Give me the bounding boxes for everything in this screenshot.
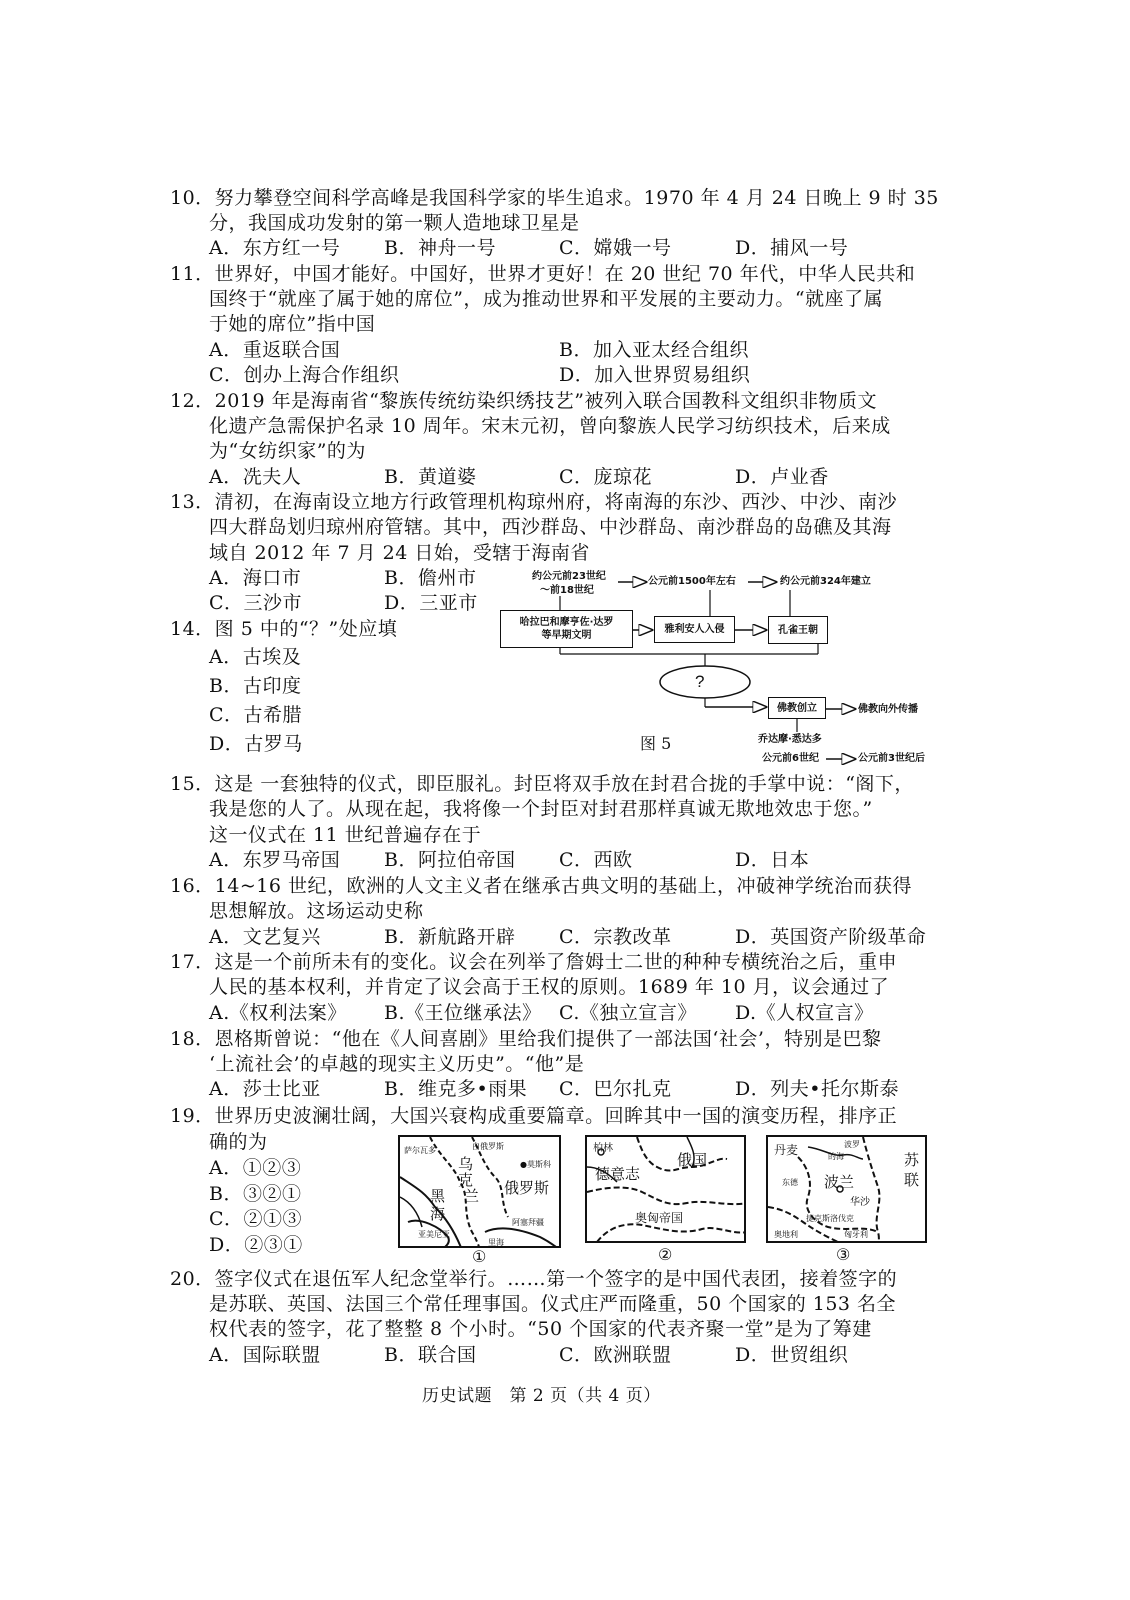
question-13-line-1: 13．清初，在海南设立地方行政管理机构琼州府，将南海的东沙、西沙、中沙、南沙: [170, 491, 898, 513]
q15-option-a: A．东罗马帝国: [209, 849, 341, 871]
question-13-line-3: 域自 2012 年 7 月 24 日始，受辖于海南省: [209, 542, 590, 564]
question-15-line-2: 我是您的人了。从现在起，我将像一个封臣对封君那样真诚无欺地效忠于您。”: [209, 798, 873, 820]
map1-label-armenia: 亚美尼亚: [418, 1230, 450, 1239]
question-20-line-2: 是苏联、英国、法国三个常任理事国。仪式庄严而隆重，50 个国家的 153 名全: [209, 1293, 897, 1315]
question-10-line-2: 分，我国成功发射的第一颗人造地球卫星是: [209, 212, 580, 234]
q11-option-d: D．加入世界贸易组织: [559, 364, 751, 386]
map2-label-germany: 德意志: [595, 1165, 641, 1183]
q11-option-b: B．加入亚太经合组织: [559, 339, 749, 361]
box-aryan-invasion: 雅利安人入侵: [654, 616, 735, 643]
map3-label-czechoslovakia: 捷克斯洛伐克: [806, 1214, 854, 1223]
map2-label-berlin: 柏林: [593, 1143, 613, 1154]
question-15-line-3: 这一仪式在 11 世纪普遍存在于: [209, 824, 482, 846]
map1-label-belarus: 白俄罗斯: [472, 1142, 504, 1151]
map3-label-su: 苏: [904, 1151, 920, 1169]
q18-option-b: B．维克多•雨果: [384, 1078, 528, 1100]
q10-option-b: B．神舟一号: [384, 237, 496, 259]
question-15-line-1: 15．这是 一套独特的仪式，即臣服礼。封臣将双手放在封君合拢的手掌中说：“阁下，: [170, 773, 914, 795]
page-footer: 历史试题 第 2 页（共 4 页）: [422, 1386, 661, 1406]
q14-option-a: A．古埃及: [209, 646, 302, 668]
question-17-line-1: 17．这是一个前所未有的变化。议会在列举了詹姆士二世的种种专横统治之后，重申: [170, 951, 898, 973]
question-16-line-1: 16．14~16 世纪，欧洲的人文主义者在继承古典文明的基础上，冲破神学统治而获得: [170, 875, 912, 897]
figure-5-diagram: [500, 566, 950, 776]
map3-label-east-germany: 东德: [782, 1178, 798, 1187]
q14-option-d: D．古罗马: [209, 733, 303, 755]
label-324-bc: 约公元前324年建立: [780, 576, 871, 587]
question-17-line-2: 人民的基本权利，并肯定了议会高于王权的原则。1689 年 10 月，议会通过了: [209, 976, 890, 998]
label-buddhism-spread: 佛教向外传播: [858, 704, 918, 715]
q19-option-c: C．②①③: [209, 1208, 303, 1230]
map3-label-baltic-1: 波罗: [844, 1140, 860, 1149]
question-12-line-2: 化遗产急需保护名录 10 周年。宋末元初，曾向黎族人民学习纺织技术，后来成: [209, 415, 891, 437]
map1-label-azerbaijan: 阿塞拜疆: [512, 1218, 544, 1227]
q15-option-d: D．日本: [735, 849, 810, 871]
map3-label-lian: 联: [904, 1171, 920, 1189]
question-18-line-1: 18．恩格斯曾说：“他在《人间喜剧》里给我们提供了一部法国‘社会’，特别是巴黎: [170, 1028, 882, 1050]
box-maurya-dynasty: 孔雀王朝: [768, 616, 828, 644]
q16-option-d: D．英国资产阶级革命: [735, 926, 927, 948]
q13-option-a: A．海口市: [209, 567, 302, 589]
q10-option-d: D．捕风一号: [735, 237, 849, 259]
q16-option-a: A．文艺复兴: [209, 926, 321, 948]
q20-option-c: C．欧洲联盟: [559, 1344, 672, 1366]
map3-label-warsaw: 华沙: [850, 1197, 870, 1208]
q20-option-d: D．世贸组织: [735, 1344, 849, 1366]
map1-label-wu: 乌: [458, 1155, 474, 1173]
q17-option-b: B.《王位继承法》: [384, 1002, 542, 1024]
question-19-line-1: 19．世界历史波澜壮阔，大国兴衰构成重要篇章。回眸其中一国的演变历程，排序正: [170, 1105, 898, 1127]
box-harappa-civilization: [500, 610, 633, 648]
q16-option-c: C．宗教改革: [559, 926, 672, 948]
map1-label-hai: 海: [430, 1205, 446, 1223]
question-13-line-2: 四大群岛划归琼州府管辖。其中，西沙群岛、中沙群岛、南沙群岛的岛礁及其海: [209, 516, 892, 538]
q18-option-c: C．巴尔扎克: [559, 1078, 672, 1100]
question-10-line-1: 10．努力攀登空间科学高峰是我国科学家的毕生追求。1970 年 4 月 24 日晚上 9 时 35: [170, 187, 939, 209]
question-12-line-3: 为“女纺织家”的为: [209, 440, 366, 462]
map1-label-caspian: 里海: [488, 1238, 504, 1247]
question-11-line-2: 国终于“就座了属于她的席位”，成为推动世界和平发展的主要动力。“就座了属: [209, 288, 884, 310]
q19-option-a: A．①②③: [209, 1157, 302, 1179]
q14-option-b: B．古印度: [209, 675, 302, 697]
question-mark: ?: [695, 672, 705, 691]
map2-label-russia: 俄国: [677, 1151, 708, 1169]
map2-label-austria-hungary: 奥匈帝国: [635, 1211, 684, 1225]
label-23rd-century-bc: 约公元前23世纪: [532, 571, 606, 582]
q11-option-a: A．重返联合国: [209, 339, 341, 361]
q19-option-d: D．②③①: [209, 1234, 303, 1256]
map1-label-russia: 俄罗斯: [504, 1179, 550, 1197]
label-3rd-century-bc: 公元前3世纪后: [858, 753, 925, 764]
map3-label-denmark: 丹麦: [774, 1143, 799, 1157]
question-11-line-3: 于她的席位”指中国: [209, 313, 376, 335]
q13-option-b: B．儋州市: [384, 567, 477, 589]
map-2-caption: ②: [658, 1245, 673, 1264]
map-1-caption: ①: [472, 1247, 487, 1266]
q19-option-b: B．③②①: [209, 1183, 302, 1205]
q13-option-c: C．三沙市: [209, 592, 303, 614]
q18-option-a: A．莎士比亚: [209, 1078, 321, 1100]
map1-label-hei: 黑: [430, 1187, 446, 1205]
figure-5-caption: 图 5: [640, 734, 672, 753]
question-20-line-3: 权代表的签字，花了整整 8 个小时。“50 个国家的代表齐聚一堂”是为了筹建: [209, 1318, 872, 1340]
label-siddhartha: 乔达摩·悉达多: [758, 734, 822, 745]
q12-option-c: C．庞琼花: [559, 466, 653, 488]
q17-option-c: C.《独立宣言》: [559, 1002, 697, 1024]
label-6th-century-bc: 公元前6世纪: [762, 753, 819, 764]
map1-label-lan: 兰: [464, 1187, 480, 1205]
q20-option-b: B．联合国: [384, 1344, 477, 1366]
box-harappa-line-2: 等早期文明: [541, 630, 592, 641]
map3-label-hungary: 匈牙利: [844, 1230, 868, 1239]
box-harappa-line-1: 哈拉巴和摩亨佐·达罗: [519, 617, 614, 628]
q10-option-c: C．嫦娥一号: [559, 237, 672, 259]
q20-option-a: A．国际联盟: [209, 1344, 321, 1366]
map-3-caption: ③: [836, 1245, 851, 1264]
question-18-line-2: ‘上流社会’的卓越的现实主义历史”。“他”是: [209, 1053, 585, 1075]
map3-label-austria: 奥地利: [774, 1230, 798, 1239]
question-12-line-1: 12．2019 年是海南省“黎族传统纺染织绣技艺”被列入联合国教科文组织非物质文: [170, 390, 877, 412]
map1-label-sa: 萨尔瓦多: [404, 1146, 436, 1155]
q16-option-b: B．新航路开辟: [384, 926, 516, 948]
question-11-line-1: 11．世界好，中国才能好。中国好，世界才更好！在 20 世纪 70 年代，中华人民共和: [170, 263, 916, 285]
q14-option-c: C．古希腊: [209, 704, 303, 726]
q17-option-d: D.《人权宣言》: [735, 1002, 874, 1024]
map-3: [766, 1135, 927, 1243]
map1-label-moscow: ●莫斯科: [520, 1160, 551, 1169]
question-20-line-1: 20．签字仪式在退伍军人纪念堂举行。……第一个签字的是中国代表团，接着签字的: [170, 1268, 898, 1290]
q17-option-a: A.《权利法案》: [209, 1002, 347, 1024]
label-1500-bc: 公元前1500年左右: [648, 576, 736, 587]
q11-option-c: C．创办上海合作组织: [209, 364, 400, 386]
q12-option-b: B．黄道婆: [384, 466, 477, 488]
q12-option-a: A．冼夫人: [209, 466, 302, 488]
q15-option-c: C．西欧: [559, 849, 633, 871]
label-18th-century-bc: ～前18世纪: [540, 585, 594, 596]
figure-5-connectors: [500, 566, 950, 776]
question-16-line-2: 思想解放。这场运动史称: [209, 900, 424, 922]
q12-option-d: D．卢业香: [735, 466, 829, 488]
map-2: [585, 1135, 746, 1243]
q18-option-d: D．列夫•托尔斯泰: [735, 1078, 899, 1100]
q15-option-b: B．阿拉伯帝国: [384, 849, 516, 871]
map1-label-ke: 克: [458, 1171, 474, 1189]
map3-label-poland: 波兰: [824, 1173, 855, 1191]
q13-option-d: D．三亚市: [384, 592, 478, 614]
question-14-line-1: 14．图 5 中的“？”处应填: [170, 618, 398, 640]
map-1: [398, 1135, 561, 1248]
map3-label-baltic-2: 的海: [828, 1152, 844, 1161]
box-buddhism-founded: 佛教创立: [768, 697, 826, 719]
question-19-line-2: 确的为: [209, 1131, 268, 1153]
q10-option-a: A．东方红一号: [209, 237, 341, 259]
